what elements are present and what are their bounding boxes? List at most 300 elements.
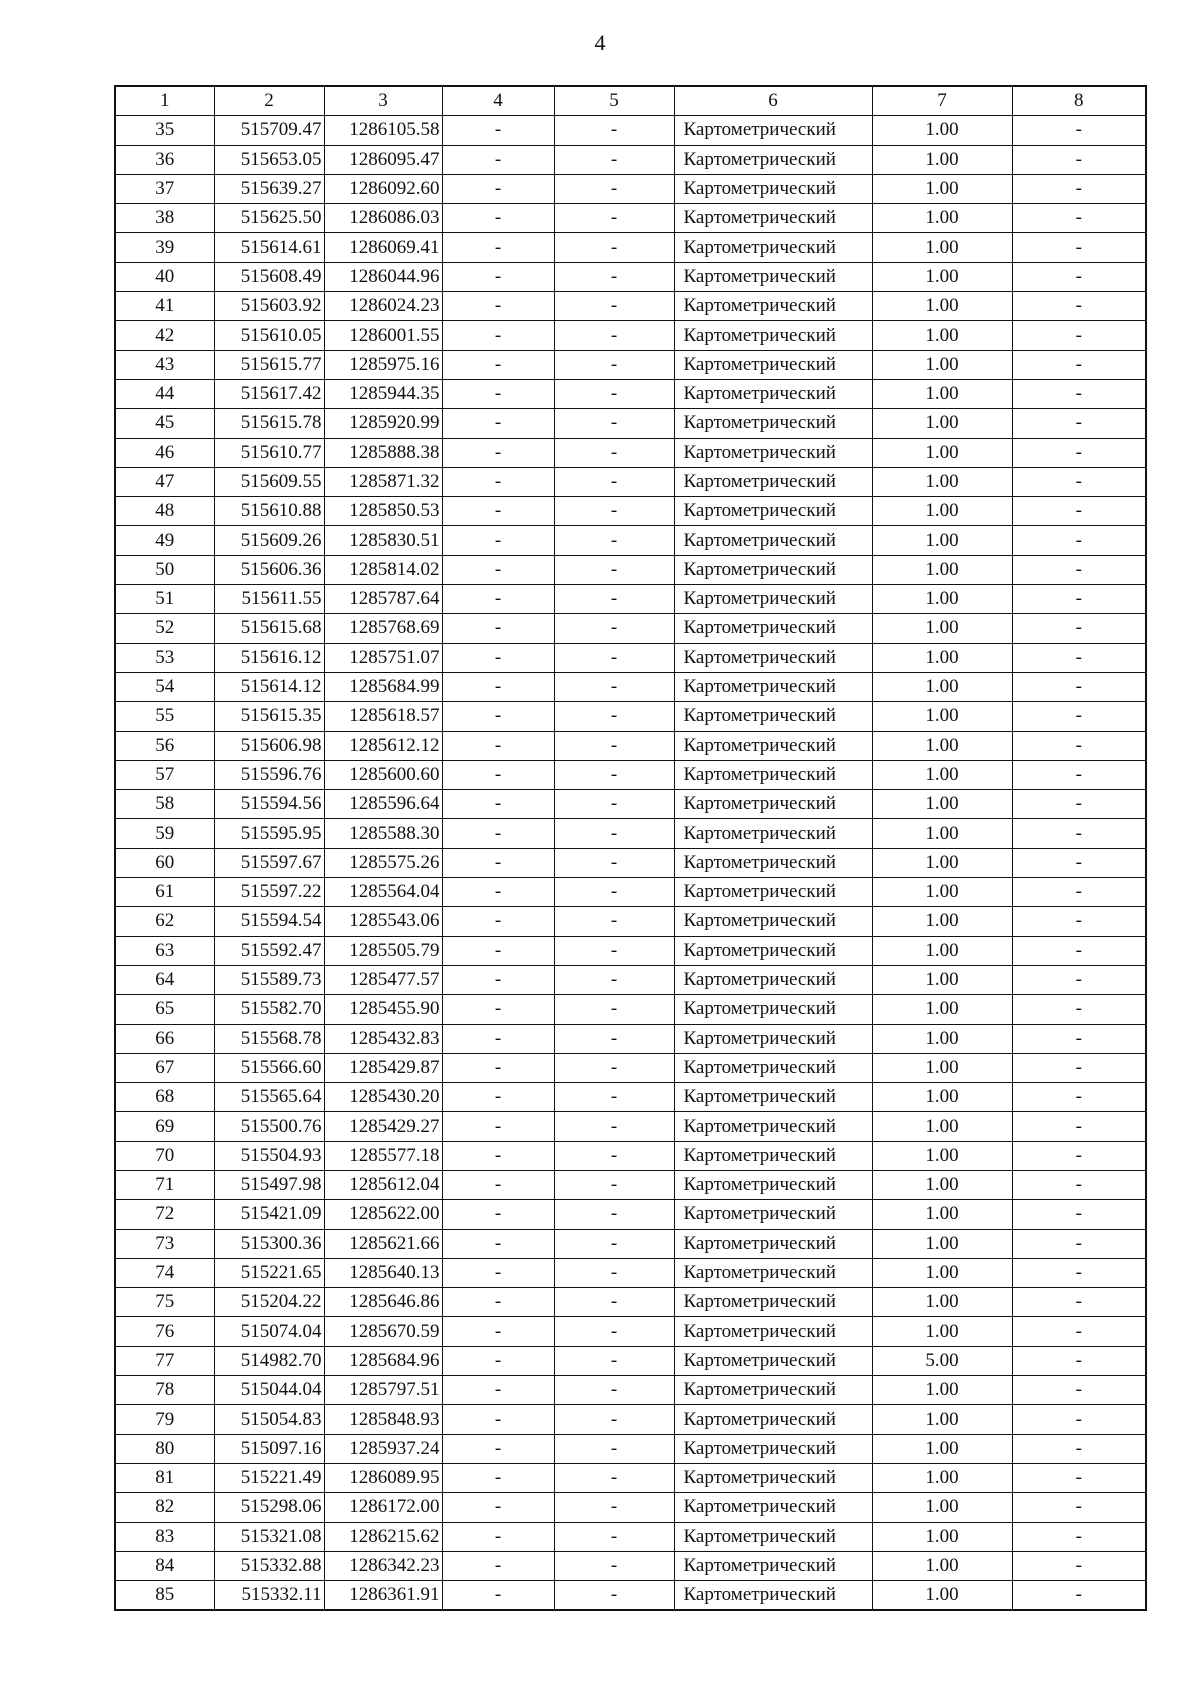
column-4-cell: - bbox=[442, 819, 554, 848]
y-coordinate-cell: 1285596.64 bbox=[324, 790, 442, 819]
table-row bbox=[115, 731, 1146, 760]
x-coordinate-cell: 514982.70 bbox=[214, 1346, 324, 1375]
x-coordinate-cell: 515597.67 bbox=[214, 848, 324, 877]
y-coordinate-cell: 1285848.93 bbox=[324, 1405, 442, 1434]
table-row bbox=[115, 1229, 1146, 1258]
column-8-cell: - bbox=[1012, 555, 1146, 584]
column-4-cell: - bbox=[442, 1141, 554, 1170]
point-number-cell: 52 bbox=[115, 614, 214, 643]
table-row bbox=[115, 907, 1146, 936]
column-5-cell: - bbox=[554, 1053, 674, 1082]
accuracy-cell: 1.00 bbox=[872, 321, 1012, 350]
method-cell: Картометрический bbox=[674, 848, 872, 877]
method-cell: Картометрический bbox=[674, 731, 872, 760]
column-4-cell: - bbox=[442, 1376, 554, 1405]
x-coordinate-cell: 515615.68 bbox=[214, 614, 324, 643]
column-8-cell: - bbox=[1012, 1141, 1146, 1170]
x-coordinate-cell: 515625.50 bbox=[214, 204, 324, 233]
y-coordinate-cell: 1285751.07 bbox=[324, 643, 442, 672]
page-number: 4 bbox=[594, 30, 606, 55]
y-coordinate-cell: 1285577.18 bbox=[324, 1141, 442, 1170]
column-5-cell: - bbox=[554, 409, 674, 438]
column-8-cell: - bbox=[1012, 350, 1146, 379]
column-8-cell: - bbox=[1012, 1463, 1146, 1492]
column-5-cell: - bbox=[554, 1112, 674, 1141]
table-row bbox=[115, 1405, 1146, 1434]
column-header: 2 bbox=[214, 86, 324, 116]
column-5-cell: - bbox=[554, 1434, 674, 1463]
y-coordinate-cell: 1286361.91 bbox=[324, 1581, 442, 1611]
accuracy-cell: 1.00 bbox=[872, 848, 1012, 877]
x-coordinate-cell: 515597.22 bbox=[214, 878, 324, 907]
y-coordinate-cell: 1285975.16 bbox=[324, 350, 442, 379]
y-coordinate-cell: 1286092.60 bbox=[324, 174, 442, 203]
column-5-cell: - bbox=[554, 1229, 674, 1258]
method-cell: Картометрический bbox=[674, 614, 872, 643]
method-cell: Картометрический bbox=[674, 643, 872, 672]
x-coordinate-cell: 515614.61 bbox=[214, 233, 324, 262]
x-coordinate-cell: 515615.35 bbox=[214, 702, 324, 731]
point-number-cell: 37 bbox=[115, 174, 214, 203]
column-header: 6 bbox=[674, 86, 872, 116]
accuracy-cell: 1.00 bbox=[872, 1258, 1012, 1287]
x-coordinate-cell: 515074.04 bbox=[214, 1317, 324, 1346]
column-8-cell: - bbox=[1012, 1229, 1146, 1258]
column-4-cell: - bbox=[442, 1463, 554, 1492]
table-row bbox=[115, 1434, 1146, 1463]
accuracy-cell: 1.00 bbox=[872, 643, 1012, 672]
column-8-cell: - bbox=[1012, 907, 1146, 936]
accuracy-cell: 1.00 bbox=[872, 116, 1012, 145]
column-4-cell: - bbox=[442, 1288, 554, 1317]
point-number-cell: 70 bbox=[115, 1141, 214, 1170]
x-coordinate-cell: 515054.83 bbox=[214, 1405, 324, 1434]
method-cell: Картометрический bbox=[674, 790, 872, 819]
column-5-cell: - bbox=[554, 233, 674, 262]
column-4-cell: - bbox=[442, 1551, 554, 1580]
method-cell: Картометрический bbox=[674, 1112, 872, 1141]
column-5-cell: - bbox=[554, 936, 674, 965]
accuracy-cell: 1.00 bbox=[872, 1112, 1012, 1141]
column-8-cell: - bbox=[1012, 643, 1146, 672]
method-cell: Картометрический bbox=[674, 760, 872, 789]
column-8-cell: - bbox=[1012, 1522, 1146, 1551]
x-coordinate-cell: 515608.49 bbox=[214, 262, 324, 291]
method-cell: Картометрический bbox=[674, 292, 872, 321]
point-number-cell: 46 bbox=[115, 438, 214, 467]
column-8-cell: - bbox=[1012, 878, 1146, 907]
x-coordinate-cell: 515609.55 bbox=[214, 467, 324, 496]
accuracy-cell: 1.00 bbox=[872, 145, 1012, 174]
point-number-cell: 45 bbox=[115, 409, 214, 438]
column-8-cell: - bbox=[1012, 614, 1146, 643]
accuracy-cell: 1.00 bbox=[872, 995, 1012, 1024]
column-5-cell: - bbox=[554, 1083, 674, 1112]
x-coordinate-cell: 515332.88 bbox=[214, 1551, 324, 1580]
column-8-cell: - bbox=[1012, 819, 1146, 848]
table-row bbox=[115, 1258, 1146, 1287]
accuracy-cell: 1.00 bbox=[872, 1288, 1012, 1317]
column-8-cell: - bbox=[1012, 1581, 1146, 1611]
column-4-cell: - bbox=[442, 790, 554, 819]
accuracy-cell: 1.00 bbox=[872, 1170, 1012, 1199]
column-8-cell: - bbox=[1012, 731, 1146, 760]
point-number-cell: 54 bbox=[115, 672, 214, 701]
column-5-cell: - bbox=[554, 995, 674, 1024]
column-4-cell: - bbox=[442, 262, 554, 291]
table-row bbox=[115, 878, 1146, 907]
method-cell: Картометрический bbox=[674, 672, 872, 701]
column-5-cell: - bbox=[554, 907, 674, 936]
column-4-cell: - bbox=[442, 438, 554, 467]
table-row bbox=[115, 174, 1146, 203]
table-row bbox=[115, 643, 1146, 672]
table-row bbox=[115, 1581, 1146, 1611]
point-number-cell: 44 bbox=[115, 379, 214, 408]
column-5-cell: - bbox=[554, 1405, 674, 1434]
point-number-cell: 57 bbox=[115, 760, 214, 789]
column-4-cell: - bbox=[442, 848, 554, 877]
x-coordinate-cell: 515565.64 bbox=[214, 1083, 324, 1112]
y-coordinate-cell: 1285429.87 bbox=[324, 1053, 442, 1082]
table-row bbox=[115, 790, 1146, 819]
column-5-cell: - bbox=[554, 262, 674, 291]
column-8-cell: - bbox=[1012, 1551, 1146, 1580]
method-cell: Картометрический bbox=[674, 204, 872, 233]
column-4-cell: - bbox=[442, 1170, 554, 1199]
x-coordinate-cell: 515332.11 bbox=[214, 1581, 324, 1611]
point-number-cell: 80 bbox=[115, 1434, 214, 1463]
table-row bbox=[115, 1053, 1146, 1082]
method-cell: Картометрический bbox=[674, 1288, 872, 1317]
column-5-cell: - bbox=[554, 965, 674, 994]
x-coordinate-cell: 515610.05 bbox=[214, 321, 324, 350]
column-8-cell: - bbox=[1012, 467, 1146, 496]
column-5-cell: - bbox=[554, 292, 674, 321]
column-5-cell: - bbox=[554, 1141, 674, 1170]
table-row bbox=[115, 1376, 1146, 1405]
column-5-cell: - bbox=[554, 526, 674, 555]
y-coordinate-cell: 1286001.55 bbox=[324, 321, 442, 350]
x-coordinate-cell: 515594.56 bbox=[214, 790, 324, 819]
accuracy-cell: 1.00 bbox=[872, 965, 1012, 994]
y-coordinate-cell: 1285588.30 bbox=[324, 819, 442, 848]
accuracy-cell: 1.00 bbox=[872, 526, 1012, 555]
column-8-cell: - bbox=[1012, 379, 1146, 408]
column-header: 8 bbox=[1012, 86, 1146, 116]
x-coordinate-cell: 515421.09 bbox=[214, 1200, 324, 1229]
accuracy-cell: 1.00 bbox=[872, 174, 1012, 203]
x-coordinate-cell: 515606.98 bbox=[214, 731, 324, 760]
point-number-cell: 53 bbox=[115, 643, 214, 672]
column-header: 5 bbox=[554, 86, 674, 116]
table-row bbox=[115, 497, 1146, 526]
column-8-cell: - bbox=[1012, 672, 1146, 701]
point-number-cell: 79 bbox=[115, 1405, 214, 1434]
table-row bbox=[115, 233, 1146, 262]
method-cell: Картометрический bbox=[674, 1434, 872, 1463]
table-row bbox=[115, 702, 1146, 731]
y-coordinate-cell: 1285684.99 bbox=[324, 672, 442, 701]
method-cell: Картометрический bbox=[674, 1405, 872, 1434]
column-4-cell: - bbox=[442, 1053, 554, 1082]
column-5-cell: - bbox=[554, 1288, 674, 1317]
accuracy-cell: 1.00 bbox=[872, 204, 1012, 233]
accuracy-cell: 1.00 bbox=[872, 467, 1012, 496]
column-4-cell: - bbox=[442, 1112, 554, 1141]
column-8-cell: - bbox=[1012, 174, 1146, 203]
method-cell: Картометрический bbox=[674, 1346, 872, 1375]
accuracy-cell: 1.00 bbox=[872, 1317, 1012, 1346]
y-coordinate-cell: 1285670.59 bbox=[324, 1317, 442, 1346]
column-4-cell: - bbox=[442, 1229, 554, 1258]
point-number-cell: 69 bbox=[115, 1112, 214, 1141]
y-coordinate-cell: 1286095.47 bbox=[324, 145, 442, 174]
method-cell: Картометрический bbox=[674, 1083, 872, 1112]
point-number-cell: 40 bbox=[115, 262, 214, 291]
method-cell: Картометрический bbox=[674, 965, 872, 994]
accuracy-cell: 1.00 bbox=[872, 1551, 1012, 1580]
column-5-cell: - bbox=[554, 1376, 674, 1405]
column-4-cell: - bbox=[442, 145, 554, 174]
column-5-cell: - bbox=[554, 1551, 674, 1580]
coordinates-table bbox=[114, 85, 1147, 1611]
point-number-cell: 66 bbox=[115, 1024, 214, 1053]
accuracy-cell: 1.00 bbox=[872, 819, 1012, 848]
column-4-cell: - bbox=[442, 907, 554, 936]
table-row bbox=[115, 116, 1146, 145]
table-row bbox=[115, 379, 1146, 408]
table-row bbox=[115, 1317, 1146, 1346]
column-4-cell: - bbox=[442, 731, 554, 760]
table-row bbox=[115, 672, 1146, 701]
column-5-cell: - bbox=[554, 204, 674, 233]
column-8-cell: - bbox=[1012, 1170, 1146, 1199]
accuracy-cell: 1.00 bbox=[872, 1141, 1012, 1170]
x-coordinate-cell: 515595.95 bbox=[214, 819, 324, 848]
column-8-cell: - bbox=[1012, 790, 1146, 819]
column-8-cell: - bbox=[1012, 995, 1146, 1024]
x-coordinate-cell: 515615.78 bbox=[214, 409, 324, 438]
method-cell: Картометрический bbox=[674, 409, 872, 438]
point-number-cell: 41 bbox=[115, 292, 214, 321]
point-number-cell: 56 bbox=[115, 731, 214, 760]
column-8-cell: - bbox=[1012, 585, 1146, 614]
method-cell: Картометрический bbox=[674, 526, 872, 555]
accuracy-cell: 1.00 bbox=[872, 1376, 1012, 1405]
column-8-cell: - bbox=[1012, 145, 1146, 174]
table-row bbox=[115, 1288, 1146, 1317]
point-number-cell: 65 bbox=[115, 995, 214, 1024]
column-4-cell: - bbox=[442, 760, 554, 789]
accuracy-cell: 1.00 bbox=[872, 878, 1012, 907]
method-cell: Картометрический bbox=[674, 1376, 872, 1405]
column-8-cell: - bbox=[1012, 262, 1146, 291]
point-number-cell: 83 bbox=[115, 1522, 214, 1551]
accuracy-cell: 1.00 bbox=[872, 1405, 1012, 1434]
column-5-cell: - bbox=[554, 643, 674, 672]
point-number-cell: 78 bbox=[115, 1376, 214, 1405]
column-8-cell: - bbox=[1012, 848, 1146, 877]
column-4-cell: - bbox=[442, 1493, 554, 1522]
column-header: 3 bbox=[324, 86, 442, 116]
x-coordinate-cell: 515221.65 bbox=[214, 1258, 324, 1287]
column-5-cell: - bbox=[554, 878, 674, 907]
table-row bbox=[115, 1522, 1146, 1551]
y-coordinate-cell: 1286105.58 bbox=[324, 116, 442, 145]
point-number-cell: 64 bbox=[115, 965, 214, 994]
table-row bbox=[115, 1024, 1146, 1053]
point-number-cell: 59 bbox=[115, 819, 214, 848]
x-coordinate-cell: 515097.16 bbox=[214, 1434, 324, 1463]
method-cell: Картометрический bbox=[674, 1141, 872, 1170]
y-coordinate-cell: 1285871.32 bbox=[324, 467, 442, 496]
point-number-cell: 55 bbox=[115, 702, 214, 731]
column-4-cell: - bbox=[442, 1200, 554, 1229]
table-row bbox=[115, 1112, 1146, 1141]
y-coordinate-cell: 1285814.02 bbox=[324, 555, 442, 584]
table-body bbox=[115, 116, 1146, 1611]
column-8-cell: - bbox=[1012, 965, 1146, 994]
accuracy-cell: 1.00 bbox=[872, 379, 1012, 408]
x-coordinate-cell: 515610.88 bbox=[214, 497, 324, 526]
y-coordinate-cell: 1285612.12 bbox=[324, 731, 442, 760]
table-row bbox=[115, 467, 1146, 496]
x-coordinate-cell: 515611.55 bbox=[214, 585, 324, 614]
table-row bbox=[115, 1141, 1146, 1170]
method-cell: Картометрический bbox=[674, 1024, 872, 1053]
column-5-cell: - bbox=[554, 848, 674, 877]
x-coordinate-cell: 515609.26 bbox=[214, 526, 324, 555]
column-8-cell: - bbox=[1012, 1200, 1146, 1229]
column-5-cell: - bbox=[554, 1463, 674, 1492]
table-row bbox=[115, 1083, 1146, 1112]
point-number-cell: 76 bbox=[115, 1317, 214, 1346]
column-5-cell: - bbox=[554, 467, 674, 496]
column-4-cell: - bbox=[442, 292, 554, 321]
accuracy-cell: 1.00 bbox=[872, 1522, 1012, 1551]
accuracy-cell: 1.00 bbox=[872, 731, 1012, 760]
y-coordinate-cell: 1286342.23 bbox=[324, 1551, 442, 1580]
table-row bbox=[115, 204, 1146, 233]
method-cell: Картометрический bbox=[674, 321, 872, 350]
table-row bbox=[115, 526, 1146, 555]
point-number-cell: 60 bbox=[115, 848, 214, 877]
point-number-cell: 84 bbox=[115, 1551, 214, 1580]
accuracy-cell: 1.00 bbox=[872, 292, 1012, 321]
accuracy-cell: 1.00 bbox=[872, 585, 1012, 614]
column-8-cell: - bbox=[1012, 1024, 1146, 1053]
column-header: 1 bbox=[115, 86, 214, 116]
method-cell: Картометрический bbox=[674, 1522, 872, 1551]
point-number-cell: 61 bbox=[115, 878, 214, 907]
accuracy-cell: 1.00 bbox=[872, 1229, 1012, 1258]
column-5-cell: - bbox=[554, 1522, 674, 1551]
method-cell: Картометрический bbox=[674, 995, 872, 1024]
y-coordinate-cell: 1285920.99 bbox=[324, 409, 442, 438]
point-number-cell: 77 bbox=[115, 1346, 214, 1375]
table-row bbox=[115, 1170, 1146, 1199]
table-row bbox=[115, 321, 1146, 350]
y-coordinate-cell: 1285600.60 bbox=[324, 760, 442, 789]
y-coordinate-cell: 1285768.69 bbox=[324, 614, 442, 643]
column-4-cell: - bbox=[442, 497, 554, 526]
y-coordinate-cell: 1285505.79 bbox=[324, 936, 442, 965]
accuracy-cell: 1.00 bbox=[872, 790, 1012, 819]
y-coordinate-cell: 1285640.13 bbox=[324, 1258, 442, 1287]
accuracy-cell: 1.00 bbox=[872, 233, 1012, 262]
table-row bbox=[115, 555, 1146, 584]
column-8-cell: - bbox=[1012, 1053, 1146, 1082]
column-header: 4 bbox=[442, 86, 554, 116]
y-coordinate-cell: 1285564.04 bbox=[324, 878, 442, 907]
table-row bbox=[115, 145, 1146, 174]
y-coordinate-cell: 1286172.00 bbox=[324, 1493, 442, 1522]
point-number-cell: 74 bbox=[115, 1258, 214, 1287]
accuracy-cell: 1.00 bbox=[872, 409, 1012, 438]
column-5-cell: - bbox=[554, 585, 674, 614]
method-cell: Картометрический bbox=[674, 1200, 872, 1229]
point-number-cell: 51 bbox=[115, 585, 214, 614]
column-5-cell: - bbox=[554, 116, 674, 145]
method-cell: Картометрический bbox=[674, 1229, 872, 1258]
table-row bbox=[115, 438, 1146, 467]
y-coordinate-cell: 1285612.04 bbox=[324, 1170, 442, 1199]
point-number-cell: 67 bbox=[115, 1053, 214, 1082]
column-8-cell: - bbox=[1012, 1434, 1146, 1463]
method-cell: Картометрический bbox=[674, 1317, 872, 1346]
method-cell: Картометрический bbox=[674, 555, 872, 584]
column-4-cell: - bbox=[442, 672, 554, 701]
accuracy-cell: 1.00 bbox=[872, 702, 1012, 731]
y-coordinate-cell: 1286089.95 bbox=[324, 1463, 442, 1492]
x-coordinate-cell: 515610.77 bbox=[214, 438, 324, 467]
method-cell: Картометрический bbox=[674, 1463, 872, 1492]
accuracy-cell: 1.00 bbox=[872, 1024, 1012, 1053]
point-number-cell: 48 bbox=[115, 497, 214, 526]
column-5-cell: - bbox=[554, 702, 674, 731]
column-8-cell: - bbox=[1012, 409, 1146, 438]
y-coordinate-cell: 1285684.96 bbox=[324, 1346, 442, 1375]
column-4-cell: - bbox=[442, 379, 554, 408]
column-5-cell: - bbox=[554, 1258, 674, 1287]
table-row bbox=[115, 409, 1146, 438]
accuracy-cell: 1.00 bbox=[872, 614, 1012, 643]
y-coordinate-cell: 1286086.03 bbox=[324, 204, 442, 233]
x-coordinate-cell: 515589.73 bbox=[214, 965, 324, 994]
x-coordinate-cell: 515044.04 bbox=[214, 1376, 324, 1405]
method-cell: Картометрический bbox=[674, 145, 872, 174]
y-coordinate-cell: 1286024.23 bbox=[324, 292, 442, 321]
column-8-cell: - bbox=[1012, 497, 1146, 526]
accuracy-cell: 1.00 bbox=[872, 350, 1012, 379]
method-cell: Картометрический bbox=[674, 819, 872, 848]
table-row bbox=[115, 1493, 1146, 1522]
column-4-cell: - bbox=[442, 1522, 554, 1551]
y-coordinate-cell: 1285797.51 bbox=[324, 1376, 442, 1405]
point-number-cell: 35 bbox=[115, 116, 214, 145]
x-coordinate-cell: 515596.76 bbox=[214, 760, 324, 789]
x-coordinate-cell: 515504.93 bbox=[214, 1141, 324, 1170]
point-number-cell: 62 bbox=[115, 907, 214, 936]
column-4-cell: - bbox=[442, 995, 554, 1024]
y-coordinate-cell: 1285432.83 bbox=[324, 1024, 442, 1053]
x-coordinate-cell: 515500.76 bbox=[214, 1112, 324, 1141]
column-5-cell: - bbox=[554, 1170, 674, 1199]
column-5-cell: - bbox=[554, 1346, 674, 1375]
column-8-cell: - bbox=[1012, 1405, 1146, 1434]
point-number-cell: 38 bbox=[115, 204, 214, 233]
